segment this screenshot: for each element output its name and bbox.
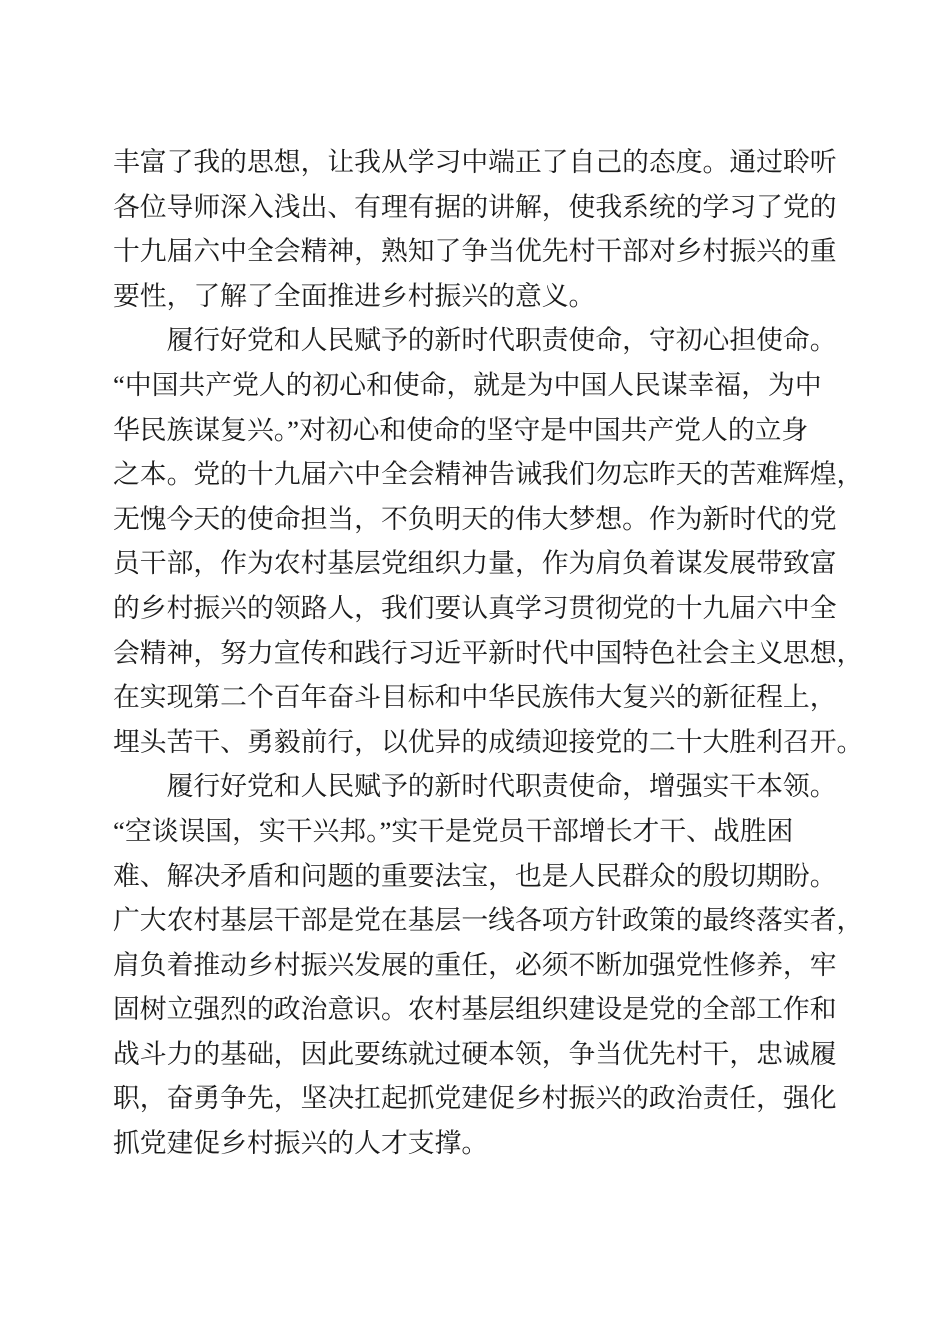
paragraph-1 — [113, 140, 950, 318]
text-line: 肩负着推动乡村振兴发展的重任，必须不断加强党性修养，牢 — [113, 949, 837, 980]
text-line: 抓党建促乡村振兴的人才支撑。 — [113, 1128, 489, 1159]
text-line: 履行好党和人民赋予的新时代职责使命，增强实干本领。 — [166, 771, 837, 802]
text-line: 广大农村基层干部是党在基层一线各项方针政策的最终落实者， — [113, 905, 864, 936]
text-line: 各位导师深入浅出、有理有据的讲解，使我系统的学习了党的 — [113, 191, 837, 222]
text-line: 华民族谋复兴。”对初心和使命的坚守是中国共产党人的立身 — [113, 414, 809, 445]
text-line: 在实现第二个百年奋斗目标和中华民族伟大复兴的新征程上， — [113, 682, 837, 713]
paragraph-3 — [113, 764, 950, 1165]
text-line: “中国共产党人的初心和使命，就是为中国人民谋幸福，为中 — [113, 369, 822, 400]
text-line: 无愧今天的使命担当，不负明天的伟大梦想。作为新时代的党 — [113, 503, 837, 534]
text-line: 会精神，努力宣传和践行习近平新时代中国特色社会主义思想， — [113, 637, 864, 668]
text-line: 战斗力的基础，因此要练就过硬本领，争当优先村干，忠诚履 — [113, 1038, 837, 1069]
text-line: 的乡村振兴的领路人，我们要认真学习贯彻党的十九届六中全 — [113, 592, 837, 623]
text-line: 丰富了我的思想，让我从学习中端正了自己的态度。通过聆听 — [113, 147, 837, 177]
text-line: 履行好党和人民赋予的新时代职责使命，守初心担使命。 — [166, 325, 837, 356]
text-line: 难、解决矛盾和问题的重要法宝，也是人民群众的殷切期盼。 — [113, 860, 837, 891]
paragraph-2 — [113, 318, 950, 764]
text-line: “空谈误国，实干兴邦。”实干是党员干部增长才干、战胜困 — [113, 815, 794, 846]
text-line: 之本。党的十九届六中全会精神告诫我们勿忘昨天的苦难辉煌， — [113, 459, 864, 490]
text-line: 要性，了解了全面推进乡村振兴的意义。 — [113, 280, 596, 311]
text-line: 十九届六中全会精神，熟知了争当优先村干部对乡村振兴的重 — [113, 236, 837, 267]
text-line: 职，奋勇争先，坚决扛起抓党建促乡村振兴的政治责任，强化 — [113, 1083, 837, 1114]
text-line: 埋头苦干、勇毅前行，以优异的成绩迎接党的二十大胜利召开。 — [113, 726, 864, 757]
text-line: 员干部，作为农村基层党组织力量，作为肩负着谋发展带致富 — [113, 548, 837, 579]
text-line: 固树立强烈的政治意识。农村基层组织建设是党的全部工作和 — [113, 994, 837, 1025]
